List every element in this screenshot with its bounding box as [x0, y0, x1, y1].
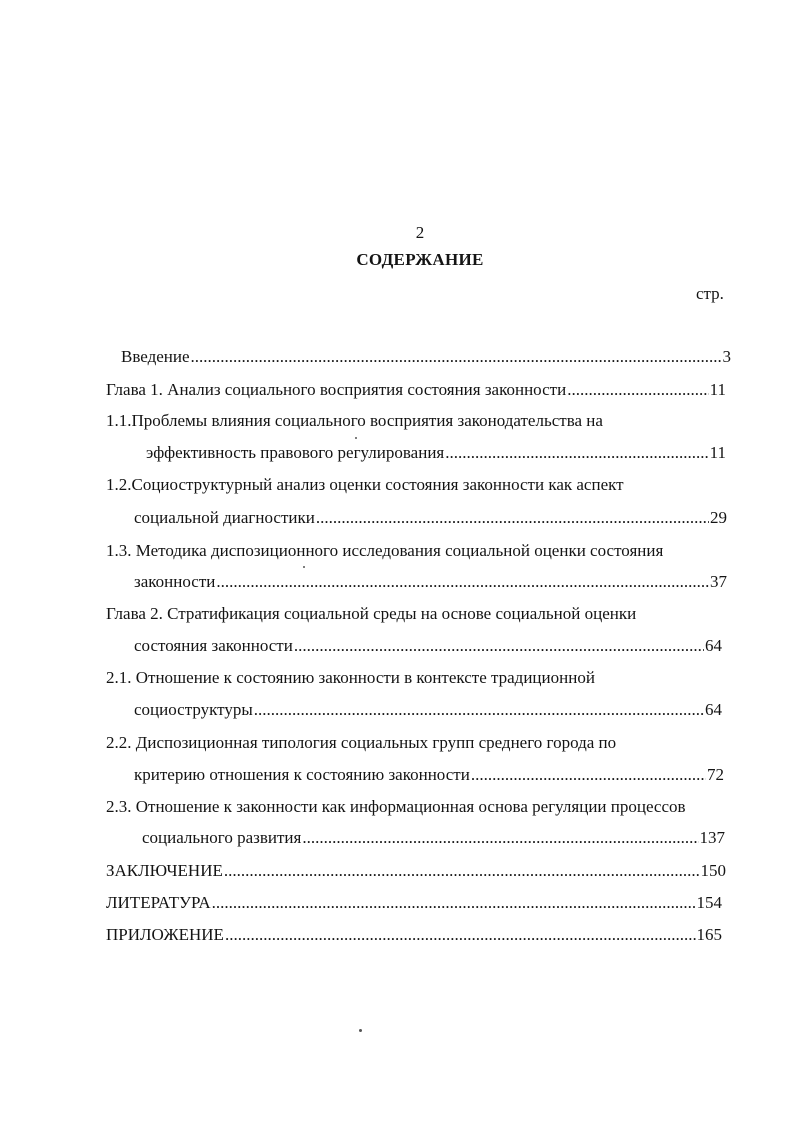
toc-entry-label: Глава 1. Анализ социального восприятия состояния законности — [106, 380, 567, 399]
toc-leader-dots — [224, 861, 700, 881]
toc-entry-label: ПРИЛОЖЕНИЕ — [106, 925, 224, 944]
toc-entry-literature[interactable] — [106, 893, 722, 913]
scan-speck — [355, 437, 357, 439]
toc-entry-page: 11 — [709, 443, 726, 462]
toc-entry-page: 11 — [709, 380, 726, 399]
toc-leader-dots — [316, 508, 709, 528]
toc-entry-section-2-1-line-1[interactable]: 2.1. Отношение к состоянию законности в контексте традиционной — [106, 668, 595, 687]
toc-entry-page: 137 — [699, 828, 725, 847]
toc-leader-dots — [212, 893, 696, 913]
toc-leader-dots — [216, 572, 709, 592]
toc-leader-dots — [191, 347, 722, 367]
toc-entry-label: ЗАКЛЮЧЕНИЕ — [106, 861, 223, 880]
toc-entry-section-2-3[interactable] — [142, 828, 725, 848]
toc-entry-label: ЛИТЕРАТУРА — [106, 893, 211, 912]
toc-entry-section-1-3[interactable] — [134, 572, 727, 592]
page-column-label: стр. — [696, 284, 724, 303]
toc-entry-section-1-3-line-1[interactable]: 1.3. Методика диспозиционного исследования социальной оценки состояния — [106, 541, 664, 560]
toc-leader-dots — [294, 636, 704, 656]
page-number: 2 — [415, 223, 425, 242]
toc-entry-section-2-2-line-1[interactable]: 2.2. Диспозиционная типология социальных групп среднего города по — [106, 733, 617, 752]
toc-entry-label: социального развития — [142, 828, 302, 847]
toc-entry-section-2-2[interactable] — [134, 765, 724, 785]
toc-entry-section-2-3-line-1[interactable]: 2.3. Отношение к законности как информационная основа регуляции процессов — [106, 797, 686, 816]
toc-entry-label: эффективность правового регулирования — [146, 443, 445, 462]
toc-entry-page: 154 — [696, 893, 722, 912]
toc-leader-dots — [225, 925, 696, 945]
toc-entry-section-1-2[interactable] — [134, 508, 727, 528]
toc-entry-section-2-1[interactable] — [134, 700, 722, 720]
toc-entry-page: 3 — [722, 347, 731, 366]
toc-entry-page: 72 — [707, 765, 724, 784]
toc-entry-chapter-2[interactable] — [134, 636, 722, 656]
toc-entry-section-1-1-line-1[interactable]: 1.1.Проблемы влияния социального восприятия законодательства на — [106, 411, 603, 430]
toc-entry-page: 29 — [710, 508, 727, 527]
toc-entry-section-1-2-line-1[interactable]: 1.2.Социоструктурный анализ оценки состояния законности как аспект — [106, 475, 624, 494]
toc-entry-label: состояния законности — [134, 636, 293, 655]
toc-entry-page: 37 — [710, 572, 727, 591]
toc-leader-dots — [445, 443, 708, 463]
toc-entry-label: законности — [134, 572, 216, 591]
toc-entry-chapter-1[interactable] — [106, 380, 726, 400]
toc-entry-page: 150 — [700, 861, 726, 880]
page-title: СОДЕРЖАНИЕ — [356, 250, 484, 269]
toc-leader-dots — [471, 765, 706, 785]
toc-entry-label: Введение — [121, 347, 190, 366]
toc-entry-appendix[interactable] — [106, 925, 722, 945]
toc-entry-section-1-1[interactable] — [146, 443, 726, 463]
toc-leader-dots — [302, 828, 698, 848]
toc-entry-label: социальной диагностики — [134, 508, 315, 527]
toc-entry-page: 64 — [705, 636, 722, 655]
toc-entry-label: критерию отношения к состоянию законности — [134, 765, 470, 784]
toc-entry-introduction[interactable] — [121, 347, 731, 367]
toc-entry-page: 165 — [696, 925, 722, 944]
toc-entry-conclusion[interactable] — [106, 861, 726, 881]
toc-entry-chapter-2-line-1[interactable]: Глава 2. Стратификация социальной среды на основе социальной оценки — [106, 604, 637, 623]
toc-entry-label: социоструктуры — [134, 700, 253, 719]
scan-speck — [303, 566, 305, 568]
toc-leader-dots — [254, 700, 704, 720]
toc-leader-dots — [567, 380, 708, 400]
scan-speck — [359, 1029, 362, 1032]
toc-entry-page: 64 — [705, 700, 722, 719]
